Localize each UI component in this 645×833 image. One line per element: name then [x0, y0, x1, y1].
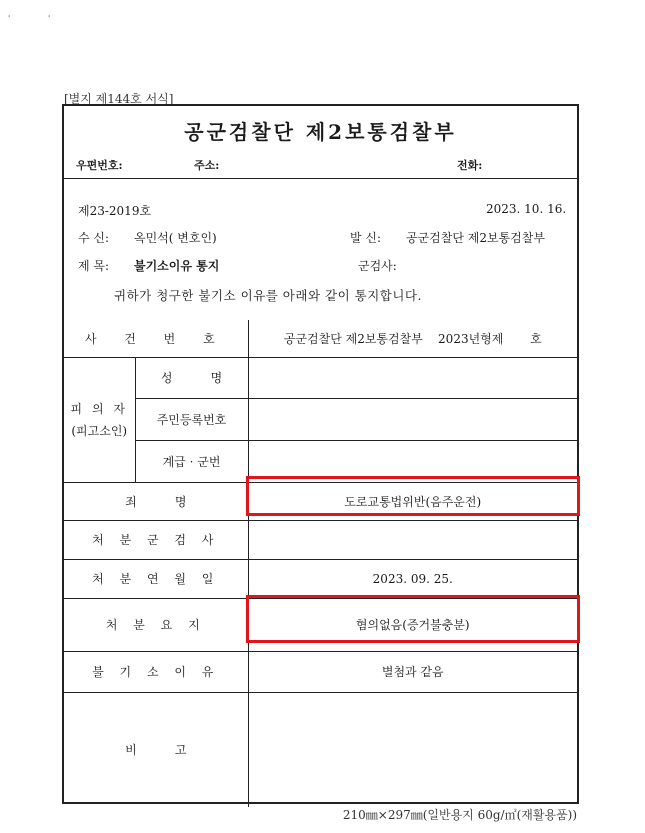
table-row [64, 398, 577, 440]
table-row [64, 320, 577, 357]
non-prosecution-reason-value: 별첨과 같음 [248, 651, 577, 692]
scan-mark: ' [48, 14, 51, 23]
disposition-date-label: 처 분 연 월 일 [64, 559, 248, 598]
non-prosecution-reason-label: 불 기 소 이 유 [64, 651, 248, 692]
notice-form [62, 104, 579, 804]
postal-code-label: 우편번호: [76, 159, 123, 172]
phone-label: 전화: [457, 159, 483, 172]
disposition-highlight-box [246, 595, 580, 643]
case-number-value: 공군검찰단 제2보통검찰부 2023년형제 호 [248, 320, 577, 357]
table-row [64, 651, 577, 692]
address-label: 주소: [194, 159, 220, 172]
disposition-summary-label: 처 분 요 지 [64, 598, 248, 651]
suspect-label [64, 357, 135, 482]
crime-highlight-box [246, 476, 580, 516]
document-date: 2023. 10. 16. [486, 202, 567, 216]
table-row [64, 559, 577, 598]
paper-spec-footer: 210㎜×297㎜(일반용지 60g/㎡(재활용품)) [342, 808, 577, 822]
table-row [64, 692, 577, 807]
prosecutor-label: 군검사: [358, 259, 397, 273]
subject-value: 불기소이유 통지 [134, 259, 220, 273]
document-number: 제23-2019호 [78, 204, 152, 218]
sender-label: 발 신: [350, 231, 382, 245]
table-row [64, 520, 577, 559]
header-divider [64, 178, 577, 179]
recipient-value: 옥민석( 변호인) [134, 231, 217, 245]
notice-text: 귀하가 청구한 불기소 이유를 아래와 같이 통지합니다. [114, 288, 422, 303]
rank-label: 계급 · 군번 [135, 440, 248, 482]
disposition-date-value: 2023. 09. 25. [248, 559, 577, 598]
page-title: 공군검찰단 제2보통검찰부 [184, 120, 457, 144]
resident-id-value [248, 398, 577, 440]
subject-label: 제 목: [78, 259, 110, 273]
remarks-label: 비 고 [64, 692, 248, 807]
prosecutor-row-value [248, 520, 577, 559]
sender-value: 공군검찰단 제2보통검찰부 [406, 231, 545, 245]
table-row [64, 357, 577, 398]
crime-value: 도로교통법위반(음주운전) [248, 482, 577, 520]
crime-label: 죄 명 [64, 482, 248, 520]
disposition-summary-value: 혐의없음(증거불충분) [248, 598, 577, 651]
name-label: 성 명 [135, 357, 248, 398]
scan-mark: ' [8, 14, 11, 23]
suspect-label-line: 피 의 자 [70, 401, 128, 416]
details-table [64, 320, 577, 807]
form-label: [별지 제144호 서식] [64, 92, 174, 106]
suspect-label-sub: (피고소인) [71, 423, 128, 438]
case-number-label: 사 건 번 호 [64, 320, 248, 357]
resident-id-label: 주민등록번호 [135, 398, 248, 440]
recipient-label: 수 신: [78, 231, 110, 245]
name-value [248, 357, 577, 398]
prosecutor-row-label: 처 분 군 검 사 [64, 520, 248, 559]
remarks-value [248, 692, 577, 807]
